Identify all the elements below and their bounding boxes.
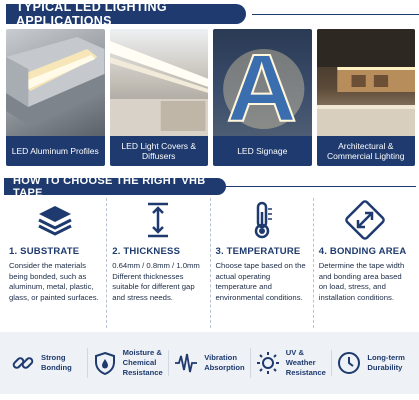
- bonding-area-icon: [319, 198, 411, 242]
- step-bonding-area: [313, 198, 416, 328]
- aluminum-profile-photo: [6, 29, 105, 136]
- feature-strip: [0, 332, 419, 394]
- wave-icon: [173, 350, 199, 376]
- step-title: 2. THICKNESS: [112, 246, 181, 257]
- application-label: LED Light Covers & Diffusers: [110, 136, 209, 166]
- step-substrate: [4, 198, 106, 328]
- selection-steps: [4, 198, 416, 328]
- application-card-aluminum-profiles: [6, 29, 105, 166]
- shield-drop-icon: [92, 350, 118, 376]
- application-card-light-covers: [110, 29, 209, 166]
- application-card-architectural: [317, 29, 416, 166]
- application-label: LED Aluminum Profiles: [6, 136, 105, 166]
- step-text: 0.64mm / 0.8mm / 1.0mm Different thicknesses suitable for different gap and stress needs.: [112, 261, 200, 303]
- application-label: LED Signage: [213, 136, 312, 166]
- step-title: 4. BONDING AREA: [318, 246, 407, 257]
- section-title: HOW TO CHOOSE THE RIGHT VHB TAPE: [4, 178, 226, 195]
- application-label: Architectural & Commercial Lighting: [317, 136, 416, 166]
- light-covers-photo: [110, 29, 209, 136]
- step-title: 1. SUBSTRATE: [9, 246, 80, 257]
- feature-label: Vibration Absorption: [204, 353, 245, 372]
- clock-icon: [336, 350, 362, 376]
- feature-label: Moisture & Chemical Resistance: [122, 348, 163, 377]
- feature-label: Strong Bonding: [41, 353, 72, 372]
- application-card-signage: [213, 29, 312, 166]
- step-temperature: [210, 198, 313, 328]
- feature-strong-bonding: [6, 350, 87, 376]
- thermometer-icon: [216, 198, 308, 242]
- feature-label: UV & Weather Resistance: [285, 348, 326, 377]
- sun-icon: [255, 350, 281, 376]
- step-text: Consider the materials being bonded, such as aluminum, metal, plastic, glass, or painted surfaces.: [9, 261, 99, 303]
- architectural-photo: [317, 29, 416, 136]
- feature-label: Long-term Durability: [367, 353, 405, 372]
- step-text: Choose tape based on the actual operating temperature and environmental conditions.: [215, 261, 306, 303]
- layers-icon: [9, 198, 101, 242]
- signage-letter: A: [226, 33, 297, 136]
- step-thickness: [106, 198, 209, 328]
- bond-link-icon: [10, 350, 36, 376]
- applications-row: [6, 29, 415, 166]
- feature-uv-weather-resistance: [250, 348, 332, 378]
- feature-vibration-absorption: [168, 350, 250, 376]
- feature-moisture-resistance: [87, 348, 169, 378]
- thickness-icon: [112, 198, 204, 242]
- feature-long-term-durability: [331, 350, 413, 376]
- applications-title: TYPICAL LED LIGHTING APPLICATIONS: [6, 4, 246, 24]
- step-text: Determine the tape width and bonding area based on load, stress, and installation conditions.: [318, 261, 405, 303]
- signage-photo: [213, 29, 312, 136]
- step-title: 3. TEMPERATURE: [215, 246, 301, 257]
